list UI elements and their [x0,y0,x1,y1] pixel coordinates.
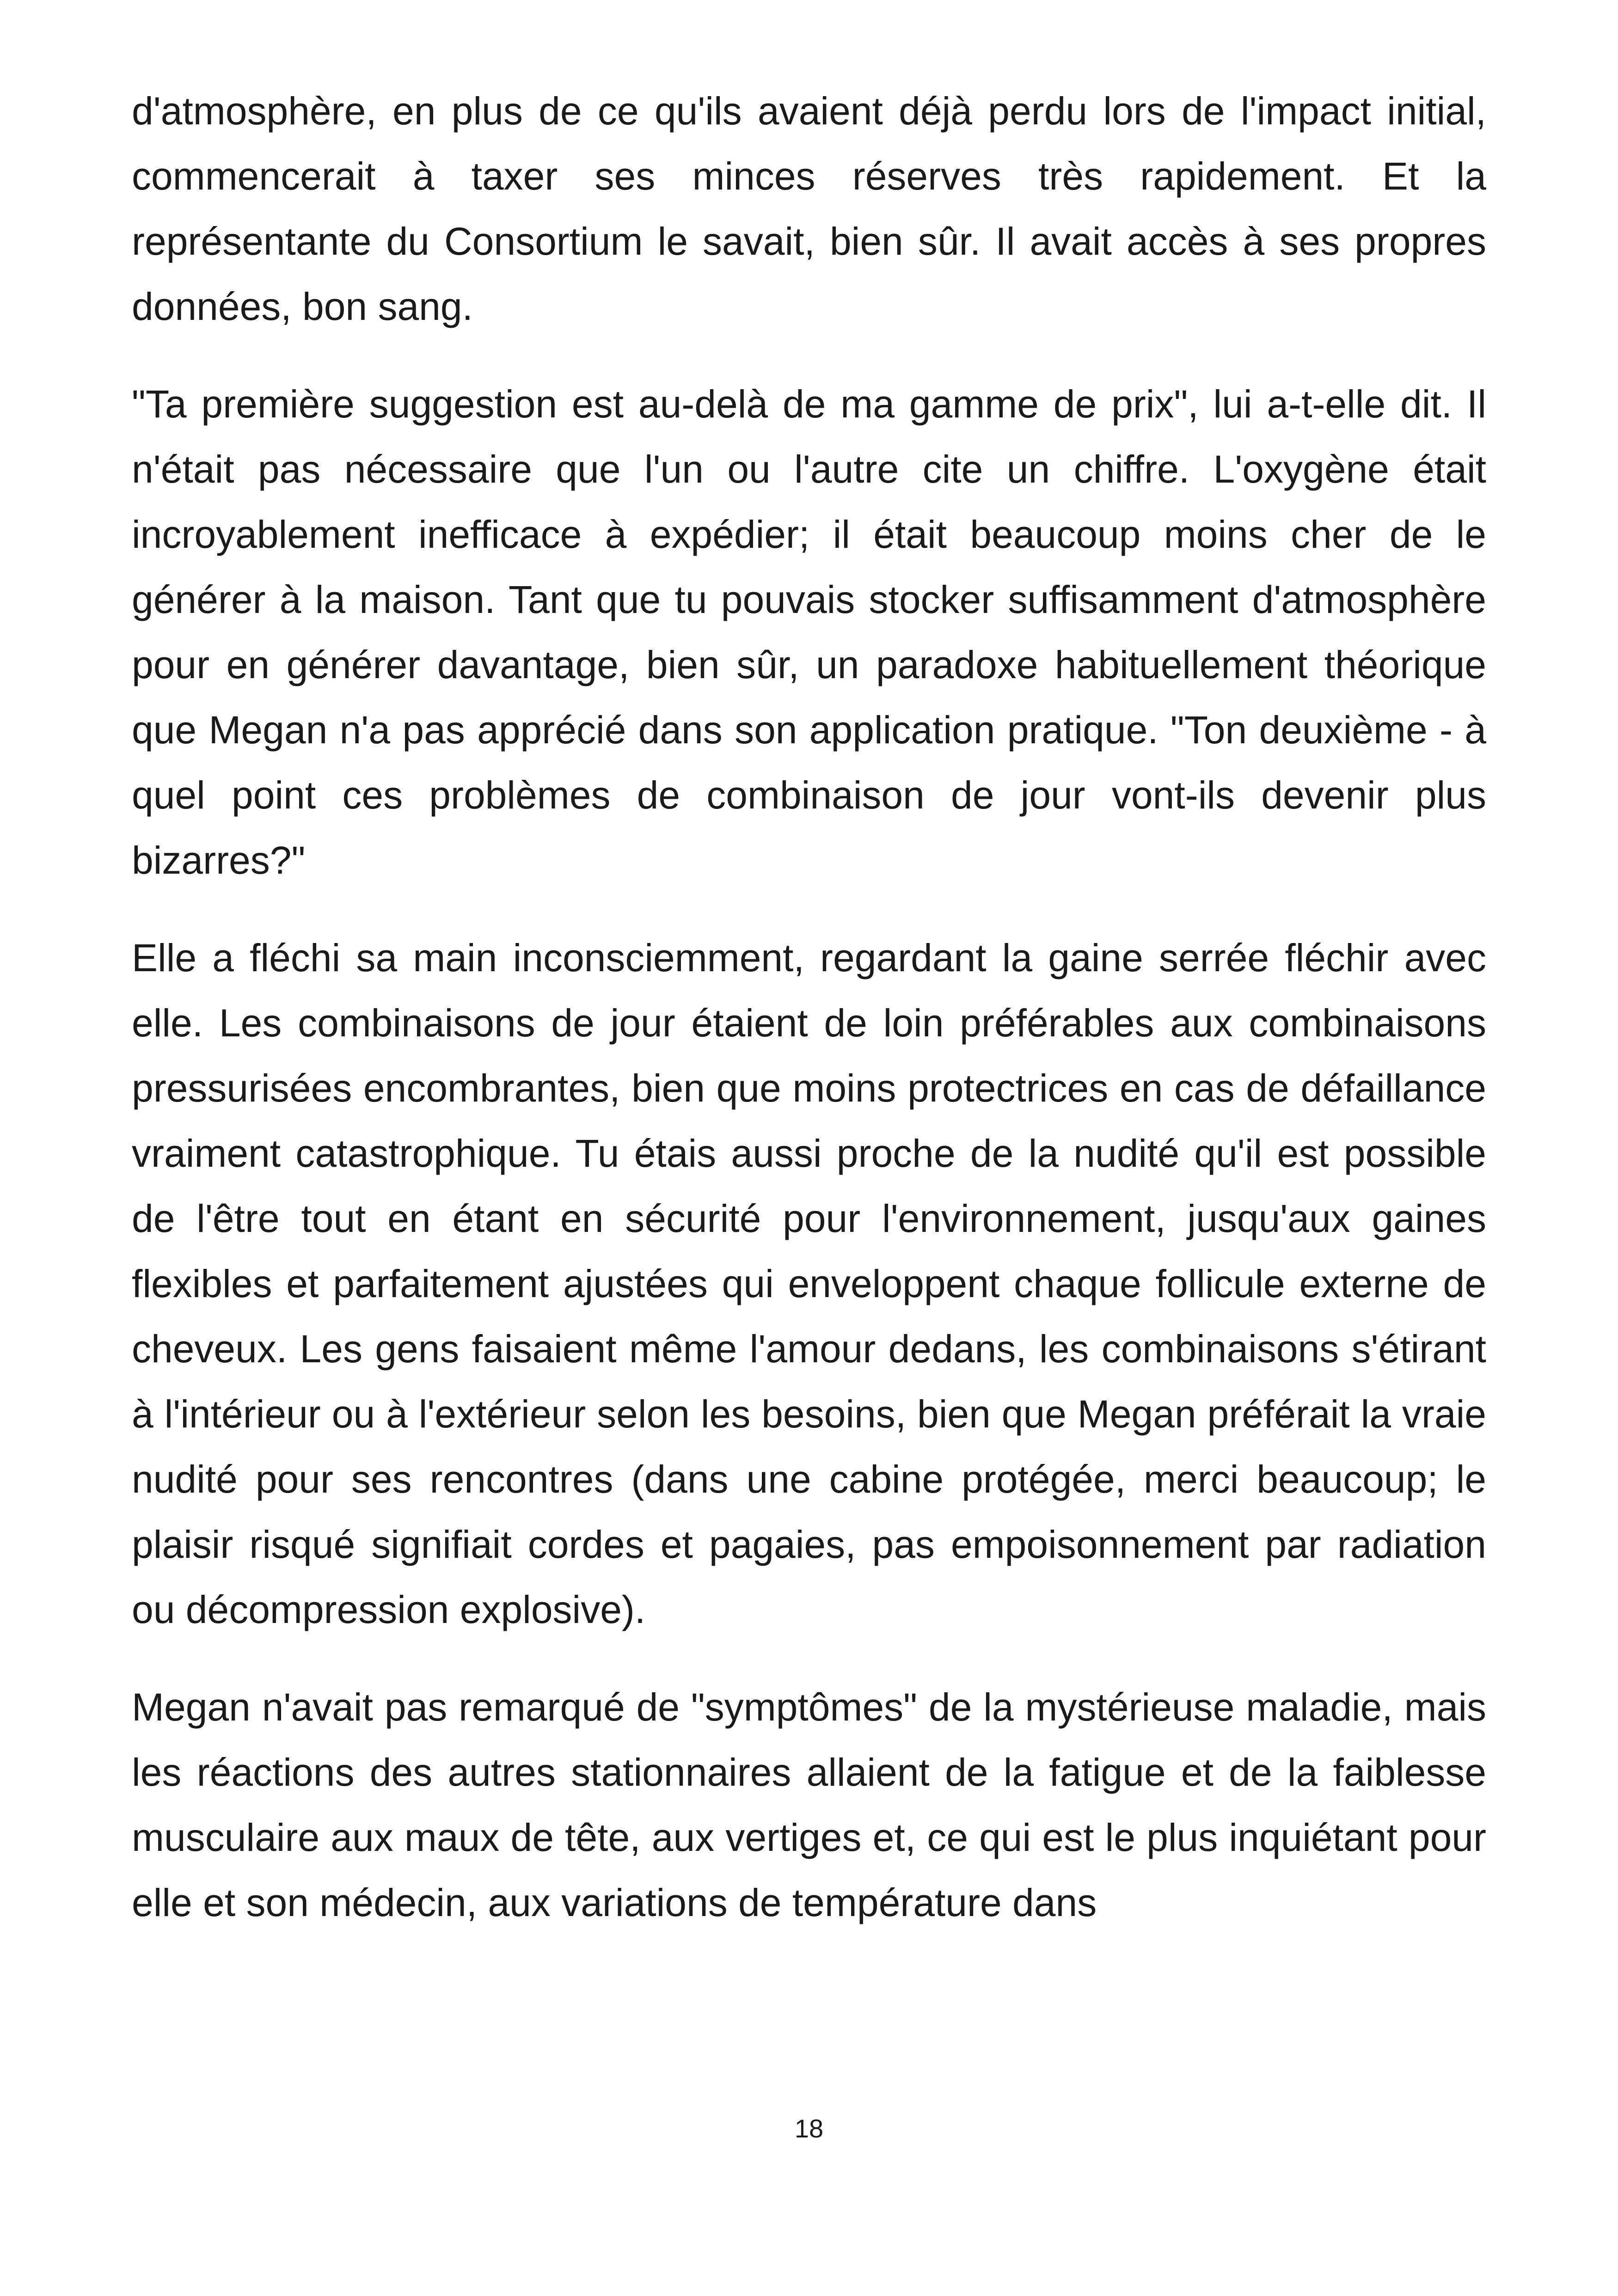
paragraph-1: d'atmosphère, en plus de ce qu'ils avaient déjà perdu lors de l'impact initial, commencerait à taxer ses minces réserves très rapidement. Et la représentante du Consortium le savait, bien sûr. Il avait accès à ses propres données, bon sang. [132,89,1486,328]
paragraph-4: Megan n'avait pas remarqué de "symptômes" de la mystérieuse maladie, mais les réactions des autres stationnaires allaient de la fatigue et de la faiblesse musculaire aux maux de tête, aux vertiges et, ce qui est le plus inquiétant pour elle et son médecin, aux variations de température dans [132,1685,1486,1924]
page-number: 18 [794,2114,824,2143]
paragraph-2: "Ta première suggestion est au-delà de ma gamme de prix", lui a-t-elle dit. Il n'était pas nécessaire que l'un ou l'autre cite un chiffre. L'oxygène était incroyablement inefficace à expédier; il était beaucoup moins cher de le générer à la maison. Tant que tu pouvais stocker suffisamment d'atmosphère pour en générer davantage, bien sûr, un paradoxe habituellement théorique que Megan n'a pas apprécié dans son application pratique. "Ton deuxième - à quel point ces problèmes de combinaison de jour vont-ils devenir plus bizarres?" [132,382,1486,882]
paragraph-3: Elle a fléchi sa main inconsciemment, regardant la gaine serrée fléchir avec elle. Les combinaisons de jour étaient de loin préférables aux combinaisons pressurisées encombrantes, bien que moins protectrices en cas de défaillance vraiment catastrophique. Tu étais aussi proche de la nudité qu'il est possible de l'être tout en étant en sécurité pour l'environnement, jusqu'aux gaines flexibles et parfaitement ajustées qui enveloppent chaque follicule externe de cheveux. Les gens faisaient même l'amour dedans, les combinaisons s'étirant à l'intérieur ou à l'extérieur selon les besoins, bien que Megan préférait la vraie nudité pour ses rencontres (dans une cabine protégée, merci beaucoup; le plaisir risqué signifiait cordes et pagaies, pas empoisonnement par radiation ou décompression explosive). [132,936,1486,1631]
body-text [132,79,1486,1968]
